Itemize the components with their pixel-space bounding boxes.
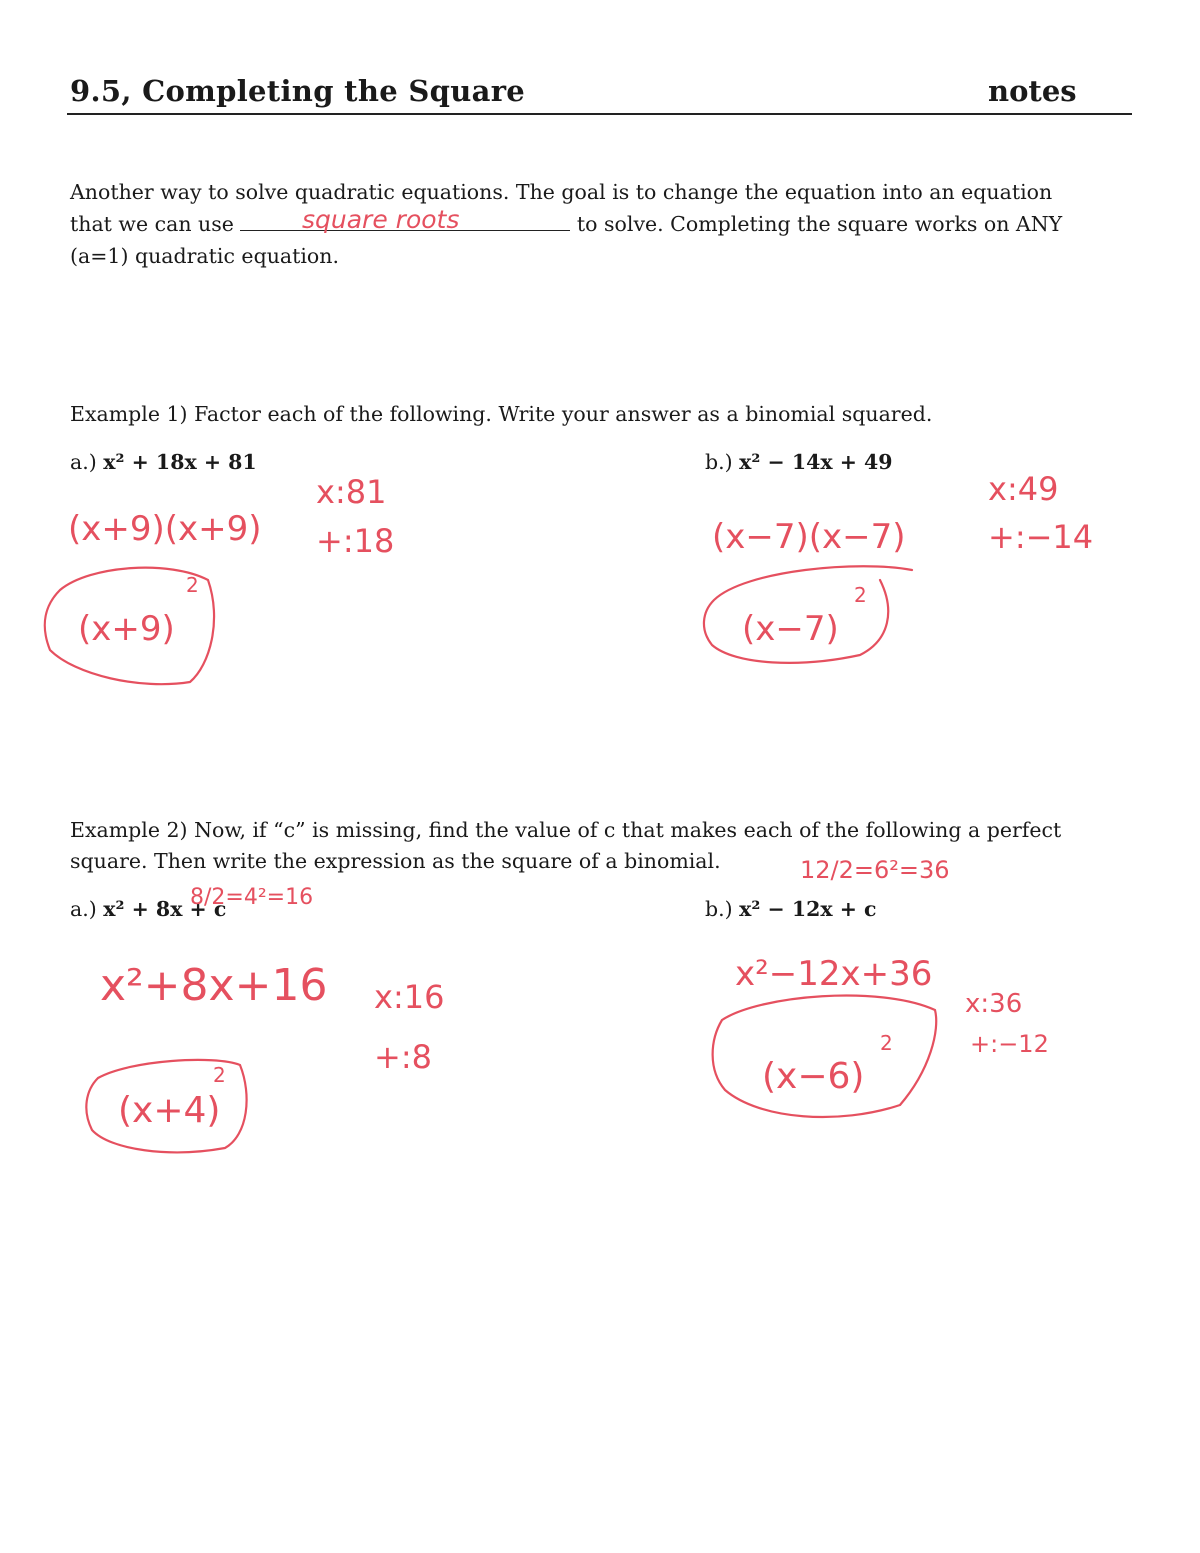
example-1b-problem (705, 450, 893, 474)
handwritten-1a-answer: (x+9) (78, 609, 175, 649)
handwritten-1a-note-plus: +:18 (316, 522, 395, 560)
problem-label: b.) (705, 897, 733, 921)
handwritten-2a-note-plus: +:8 (374, 1038, 432, 1076)
handwritten-2b-exponent: 2 (880, 1031, 893, 1055)
intro-line-2-before: that we can use (70, 212, 241, 236)
problem-expression: x² − 14x + 49 (739, 450, 893, 474)
handwritten-1b-note-plus: +:−14 (988, 518, 1094, 556)
example-1a-problem (70, 450, 257, 474)
example-2-heading-line-2: square. Then write the expression as the square of a binomial. (70, 849, 721, 873)
circle-2a-answer (86, 1060, 246, 1152)
handwritten-2a-completed: x²+8x+16 (100, 960, 328, 1011)
intro-line-2 (70, 208, 1130, 240)
handwritten-1a-exponent: 2 (186, 573, 199, 597)
problem-expression: x² + 8x + c (103, 897, 227, 921)
circle-2b-answer (713, 996, 937, 1117)
handwritten-blank-answer: square roots (302, 205, 460, 234)
intro-line-2-after: to solve. Completing the square works on ANY (570, 212, 1063, 236)
problem-label: b.) (705, 450, 733, 474)
handwritten-2b-half: 12/2=6²=36 (800, 856, 950, 884)
handwritten-2b-answer: (x−6) (762, 1056, 865, 1097)
handwritten-2a-answer: (x+4) (118, 1090, 221, 1131)
handwritten-1a-factored: (x+9)(x+9) (68, 509, 262, 549)
page-tag: notes (988, 74, 1077, 108)
handwritten-2a-note-x: x:16 (374, 978, 445, 1016)
handwritten-1b-exponent: 2 (854, 583, 867, 607)
circle-1b-answer (704, 566, 912, 663)
page-title: 9.5, Completing the Square (70, 74, 526, 108)
handwritten-2b-note-plus: +:−12 (970, 1030, 1049, 1058)
handwritten-1b-factored: (x−7)(x−7) (712, 517, 906, 557)
intro-line-3: (a=1) quadratic equation. (70, 244, 339, 268)
handwritten-2a-exponent: 2 (213, 1063, 226, 1087)
handwritten-1b-answer: (x−7) (742, 609, 839, 649)
handwritten-2b-note-x: x:36 (965, 989, 1023, 1019)
circle-1a-answer (45, 568, 214, 685)
handwritten-2a-half: 8/2=4²=16 (190, 885, 314, 910)
problem-label: a.) (70, 450, 97, 474)
example-2-heading-line-1: Example 2) Now, if “c” is missing, find the value of c that makes each of the following a perfect (70, 818, 1062, 842)
handwritten-2b-completed: x²−12x+36 (735, 954, 933, 994)
handwritten-1a-note-x: x:81 (316, 473, 387, 511)
intro-line-1: Another way to solve quadratic equations. The goal is to change the equation into an equation (70, 180, 1053, 204)
example-1-heading: Example 1) Factor each of the following. Write your answer as a binomial squared. (70, 402, 933, 426)
problem-expression: x² + 18x + 81 (103, 450, 257, 474)
handwritten-1b-note-x: x:49 (988, 470, 1059, 508)
intro-paragraph (70, 176, 1130, 272)
example-2b-problem (705, 897, 877, 921)
title-divider (67, 113, 1132, 115)
fill-in-blank (240, 210, 570, 231)
example-2a-problem (70, 897, 226, 921)
problem-label: a.) (70, 897, 97, 921)
problem-expression: x² − 12x + c (739, 897, 877, 921)
